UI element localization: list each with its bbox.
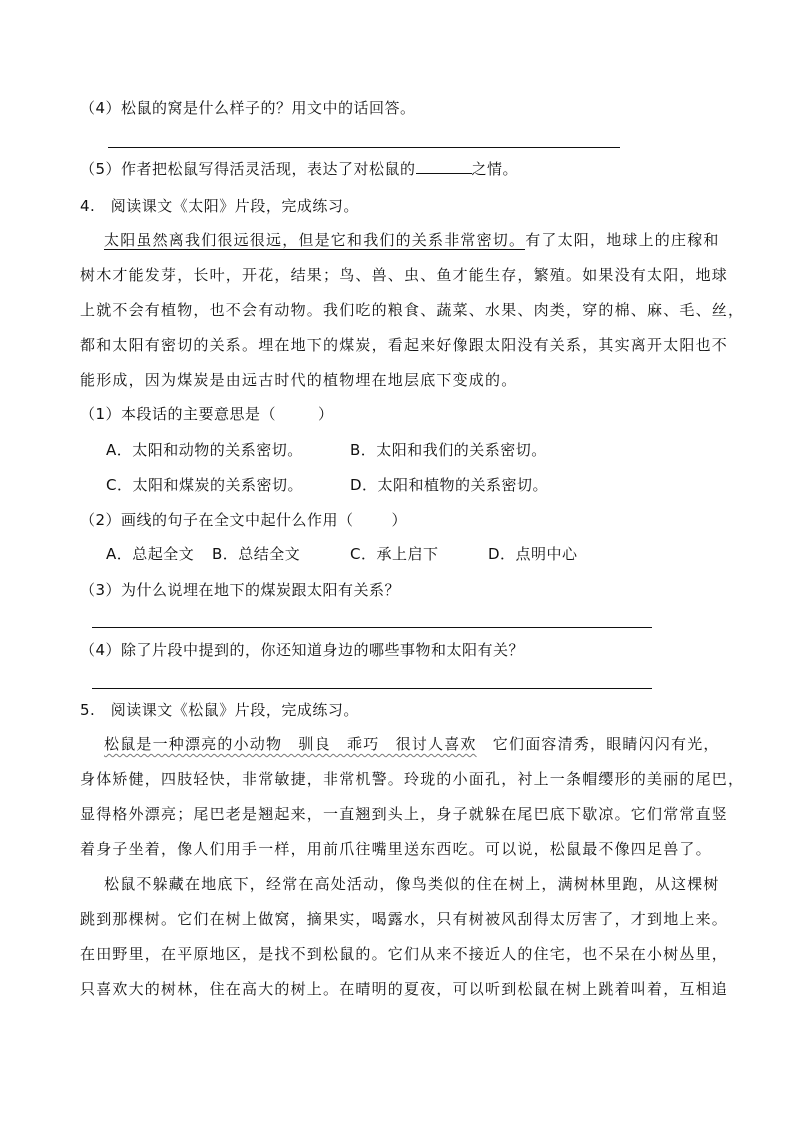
answer-line-4-4[interactable] [108, 147, 620, 148]
option-c[interactable]: C．承上启下 [350, 545, 439, 563]
question-2 [80, 510, 407, 530]
passage-sun-line-5: 能形成，因为煤炭是由远古时代的植物埋在地层底下变成的。 [80, 371, 518, 389]
option-a[interactable]: A．总起全文 [106, 545, 195, 563]
passage-sun-line-4: 都和太阳有密切的关系。埋在地下的煤炭，看起来好像跟太阳没有关系，其实离开太阳也不 [80, 336, 729, 354]
passage-squirrel-line-1 [104, 734, 720, 754]
option-b[interactable]: B．总结全文 [212, 545, 301, 563]
question-4-5-tail: 之情。 [471, 160, 519, 178]
passage-squirrel-line-8: 只喜欢大的树林，住在高大的树上。在晴明的夏夜，可以听到松鼠在树上跳着叫着，互相追 [80, 980, 729, 998]
passage-sun-line-2: 树木才能发芽，长叶，开花，结果；鸟、兽、虫、鱼才能生存，繁殖。如果没有太阳，地球 [80, 266, 729, 284]
option-b[interactable]: B．太阳和我们的关系密切。 [350, 441, 547, 459]
question-4: （4）除了片段中提到的，你还知道身边的哪些事物和太阳有关？ [80, 641, 525, 659]
question-4-4: （4）松鼠的窝是什么样子的？用文中的话回答。 [80, 99, 416, 117]
section-5-heading: 5. 阅读课文《松鼠》片段，完成练习。 [80, 701, 359, 719]
option-row-1 [106, 440, 547, 460]
question-1 [80, 404, 334, 424]
option-d[interactable]: D．太阳和植物的关系密切。 [350, 476, 549, 494]
option-row-3 [106, 544, 578, 564]
passage-squirrel-line-3: 显得格外漂亮；尾巴老是翘起来，一直翘到头上，身子就躲在尾巴底下歇凉。它们常常直竖 [80, 805, 729, 823]
answer-line-4[interactable] [92, 688, 652, 689]
passage-squirrel-line-4: 着身子坐着，像人们用手一样，用前爪往嘴里送东西吃。可以说，松鼠最不像四足兽了。 [80, 840, 712, 858]
question-1-close: ） [318, 405, 334, 423]
passage-squirrel-line-6: 跳到那棵树。它们在树上做窝，摘果实，喝露水，只有树被风刮得太厉害了，才到地上来。 [80, 910, 729, 928]
question-4-5 [80, 159, 518, 179]
option-a[interactable]: A．太阳和动物的关系密切。 [106, 441, 303, 459]
underlined-sentence: 太阳虽然离我们很远很远，但是它和我们的关系非常密切。 [104, 231, 526, 249]
question-2-stem: （2）画线的句子在全文中起什么作用（ [80, 511, 354, 529]
section-4-heading: 4. 阅读课文《太阳》片段，完成练习。 [80, 197, 359, 215]
passage-squirrel-line-7: 在田野里，在平原地区，是找不到松鼠的。它们从来不接近人的住宅，也不呆在小树丛里， [80, 945, 729, 963]
option-c[interactable]: C．太阳和煤炭的关系密切。 [106, 476, 303, 494]
question-3: （3）为什么说埋在地下的煤炭跟太阳有关系？ [80, 581, 401, 599]
question-2-close: ） [391, 511, 408, 529]
question-1-stem: （1）本段话的主要意思是（ [80, 405, 277, 423]
question-4-5-text: （5）作者把松鼠写得活灵活现，表达了对松鼠的 [80, 160, 416, 178]
passage-text: 有了太阳，地球上的庄稼和 [525, 231, 720, 249]
answer-line-3[interactable] [92, 627, 652, 628]
option-row-2 [106, 475, 548, 495]
passage-squirrel-line-2: 身体矫健，四肢轻快，非常敏捷，非常机警。玲珑的小面孔，衬上一条帽缨形的美丽的尾巴， [80, 770, 745, 788]
passage-text: 它们面容清秀，眼睛闪闪有光， [476, 735, 720, 753]
wavy-underlined-sentence: 松鼠是一种漂亮的小动物 驯良 乖巧 很讨人喜欢 [104, 735, 477, 753]
passage-squirrel-line-5: 松鼠不躲藏在地底下，经常在高处活动，像鸟类似的住在树上，满树林里跑，从这棵树 [104, 875, 720, 893]
fill-blank[interactable] [416, 159, 472, 174]
option-d[interactable]: D．点明中心 [488, 545, 578, 563]
passage-sun-line-3: 上就不会有植物，也不会有动物。我们吃的粮食、蔬菜、水果、肉类，穿的棉、麻、毛、丝， [80, 301, 745, 319]
passage-sun-line-1 [104, 230, 720, 250]
